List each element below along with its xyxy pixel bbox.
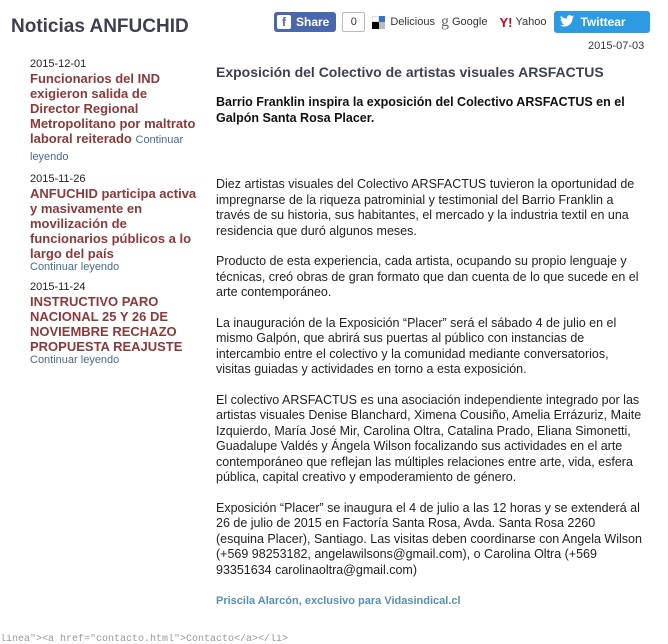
facebook-share-count: 0	[342, 12, 365, 32]
continue-reading-link[interactable]: Continuar leyendo	[30, 134, 184, 163]
news-item	[30, 173, 200, 273]
share-bar	[274, 11, 650, 33]
delicious-share-link[interactable]	[372, 16, 435, 29]
article	[216, 64, 646, 607]
facebook-share-label: Share	[296, 15, 330, 29]
continue-reading-link[interactable]: Continuar leyendo	[30, 261, 120, 273]
site-title: Noticias ANFUCHID	[11, 16, 189, 37]
article-byline: Priscila Alarcón, exclusivo para Vidasindical.cl	[216, 595, 461, 607]
twitter-share-button[interactable]	[554, 11, 650, 33]
news-date: 2015-11-26	[30, 173, 86, 185]
article-paragraph: Exposición “Placer” se inaugura el 4 de julio a las 12 horas y se extenderá al 26 de julio de 2015 en Factoría Santa Rosa, Avda. Santa Rosa 2260 (esquina Placer), Santiago. Las visitas deben coordinarse con Angela Wilson (+569 98253182, angelawilsons@gmail.com), o Carolina Oltra (+569 93351634 carolinaoltra@gmail.com)	[216, 500, 642, 577]
facebook-share-button[interactable]	[274, 12, 336, 32]
news-title[interactable]: Funcionarios del IND exigieron salida de Director Regional Metropolitano por maltrato laboral reiterado Continuar leyendo	[30, 71, 196, 163]
page-date: 2015-07-03	[588, 40, 645, 52]
sidebar-news-list	[30, 58, 200, 374]
yahoo-icon: Y!	[499, 14, 513, 30]
article-paragraph: El colectivo ARSFACTUS es una asociación independiente integrado por las artistas visuales Denise Blanchard, Ximena Cousiño, Amelia Errázuriz, Maite Izquierdo, María José Mir, Carolina Oltra, Catalina Prado, Eliana Simonetti, Guadalupe Valdés y Ángela Wilson focalizando sus actividades en el arte contemporáneo que reflejan las múltiples relaciones entre arte, vida, esfera pública, capital creativo y empoderamiento de género.	[216, 392, 642, 484]
article-subtitle: Barrio Franklin inspira la exposición del Colectivo ARSFACTUS en el Galpón Santa Rosa Placer.	[216, 95, 625, 125]
delicious-label: Delicious	[390, 16, 435, 28]
news-date: 2015-11-24	[30, 281, 86, 293]
google-icon: g	[441, 13, 449, 30]
article-body	[216, 177, 646, 578]
news-date: 2015-12-01	[30, 58, 87, 70]
article-title: Exposición del Colectivo de artistas visuales ARSFACTUS	[216, 64, 604, 80]
article-paragraph: La inauguración de la Exposición “Placer” será el sábado 4 de julio en el mismo Galpón, que abrirá sus puertas al público con instancias de intercambio entre el colectivo y la comunidad mediante conversatorios, visitas guiadas y actividades en torno a esta exposición.	[216, 315, 617, 376]
news-title[interactable]: INSTRUCTIVO PARO NACIONAL 25 Y 26 DE NOVIEMBRE RECHAZO PROPUESTA REAJUSTE	[30, 294, 183, 354]
google-label: Google	[452, 16, 488, 28]
continue-reading-link[interactable]: Continuar leyendo	[30, 354, 120, 366]
source-code-fragment: linea"><a href="contacto.html">Contacto</a></li>	[0, 634, 289, 644]
twitter-label: Twittear	[580, 15, 626, 29]
article-paragraph: Diez artistas visuales del Colectivo ARSFACTUS tuvieron la oportunidad de impregnarse de la riqueza patrominial y testimonial del Barrio Franklin a través de su historia, sus habitantes, el mercado y la industria textil en una residencia que duró algunos meses.	[216, 177, 635, 238]
yahoo-share-link[interactable]	[499, 15, 546, 30]
facebook-icon: f	[277, 15, 291, 29]
news-item	[30, 58, 200, 165]
delicious-icon	[372, 16, 385, 29]
news-title[interactable]: ANFUCHID participa activa y masivamente en movilización de funcionarios públicos a lo largo del país	[30, 186, 197, 261]
twitter-icon	[560, 15, 574, 30]
google-share-link[interactable]	[441, 13, 487, 31]
yahoo-label: Yahoo	[515, 16, 547, 28]
article-paragraph: Producto de esta experiencia, cada artista, ocupando su propio lenguaje y técnicas, creó obras de gran formato que dan cuenta de lo que sucede en el arte contemporáneo.	[216, 254, 639, 299]
news-item	[30, 281, 200, 366]
